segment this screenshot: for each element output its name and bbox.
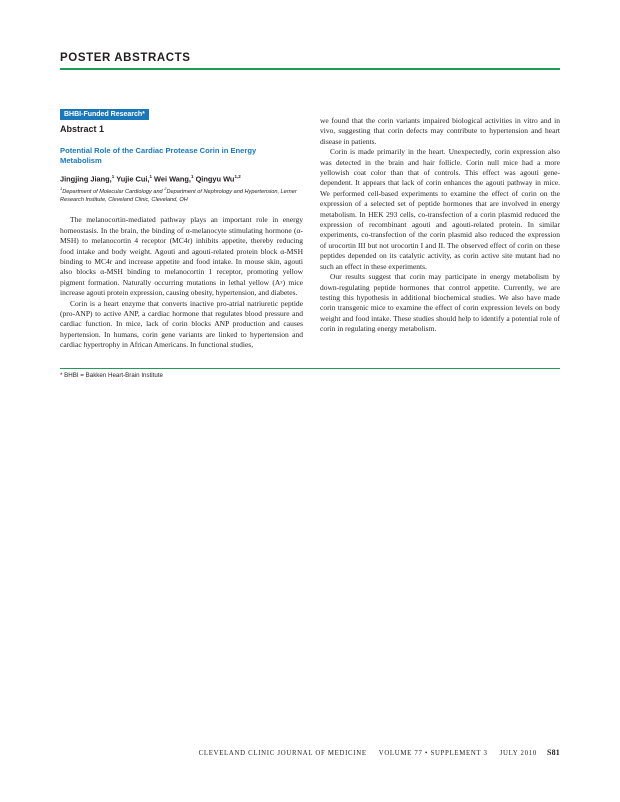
footnote: * BHBI = Bakken Heart-Brain Institute [60, 372, 164, 379]
author-name: Wei Wang, [154, 174, 191, 184]
abstract-label: Abstract 1 [60, 124, 105, 134]
body-paragraph: Corin is made primarily in the heart. Unexpectedly, corin expression also was detected in the brain and hair follicle. Corin null mice had a more yellowish coat color than that of controls. This effect was agouti gene-dependent. It appears that lack of corin enhances the agouti pathway in mice. We performed cell-based experiments to examine the effect of corin on the expression of a selected set of peptide hormones that are involved in energy metabolism. In HEK 293 cells, co-transfection of a corin plasmid reduced the expression of recombinant agouti and agouti-related protein. In similar experiments, co-transfection of the corin plasmid also reduced the expression of urocortin III but not urocortin I and II. The observed effect of corin on these peptides depended on its catalytic activity, as corin active site mutant had no such an effect in these experiments. [320, 147, 560, 271]
body-paragraph: we found that the corin variants impaired biological activities in vitro and in vivo, suggesting that corin defects may contribute to hypertension and heart disease in patients. [320, 116, 560, 146]
body-paragraph: Our results suggest that corin may participate in energy metabolism by down-regulating peptide hormones that control appetite. Currently, we are testing this hypothesis in additional biochemical studies. We also have made corin transgenic mice to examine the effect of corin expression levels on body weight and food intake. These studies should help to identify a potential role of corin in regulating energy metabolism. [320, 272, 560, 334]
affiliation-mark: 1 [60, 185, 63, 191]
body-paragraph: The melanocortin-mediated pathway plays an important role in energy homeostasis. In the brain, the binding of α-melanocyte stimulating hormone (α-MSH) to melanocortin 4 receptor (MC4r) inhibits appetite, thereby reducing food intake and body weight. Agouti and agouti-related protein block α-MSH binding to MC4r and increase appetite and food intake. In mouse skin, agouti also blocks α-MSH binding to melanocortin 1 receptor, promoting yellow pigment formation. Naturally occurring mutations in lethal yellow (Aʸ) mice increase agouti protein expression, causing obesity, hypertension, and diabetes. [60, 215, 303, 298]
author-affiliation-mark: 1 [111, 174, 115, 179]
journal-name: CLEVELAND CLINIC JOURNAL OF MEDICINE [198, 750, 367, 757]
section-header: POSTER ABSTRACTS [60, 52, 191, 64]
affiliation-text: Department of Molecular Cardiology and [62, 188, 165, 195]
author-name: Jingjing Jiang, [60, 174, 112, 184]
funding-badge: BHBI-Funded Research* [60, 109, 149, 120]
left-column [60, 103, 303, 351]
page-number: S81 [546, 748, 560, 757]
header-rule [60, 68, 560, 70]
issue-date: JULY 2010 [499, 750, 537, 757]
body-paragraph: Corin is a heart enzyme that converts inactive pro-atrial natriuretic peptide (pro-ANP) to active ANP, a cardiac hormone that regulates blood pressure and cardiac function. In mice, lack of corin blocks ANP production and causes hypertension. In humans, corin gene variants are linked to hypertension and cardiac hypertrophy in African Americans. In functional studies, [60, 298, 303, 350]
author-affiliation-mark: 1 [149, 174, 152, 179]
right-column [320, 116, 560, 335]
volume-info: VOLUME 77 • SUPPLEMENT 3 [378, 750, 488, 757]
author-name: Yujie Cui, [116, 174, 150, 184]
page-footer [199, 748, 560, 757]
affiliation [60, 185, 303, 204]
author-name: Qingyu Wu [195, 174, 235, 184]
footnote-rule [60, 368, 560, 369]
author-list [60, 172, 303, 184]
abstract-title: Potential Role of the Cardiac Protease Corin in Energy Metabolism [60, 146, 257, 165]
affiliation-text: Department of Nephrology and Hypertension, Lerner Research Institute, Cleveland Clinic, Cleveland, OH [60, 188, 297, 204]
author-affiliation-mark: 1 [190, 174, 194, 179]
affiliation-mark: 2 [164, 185, 167, 191]
author-affiliation-mark: 1,2 [234, 174, 241, 179]
